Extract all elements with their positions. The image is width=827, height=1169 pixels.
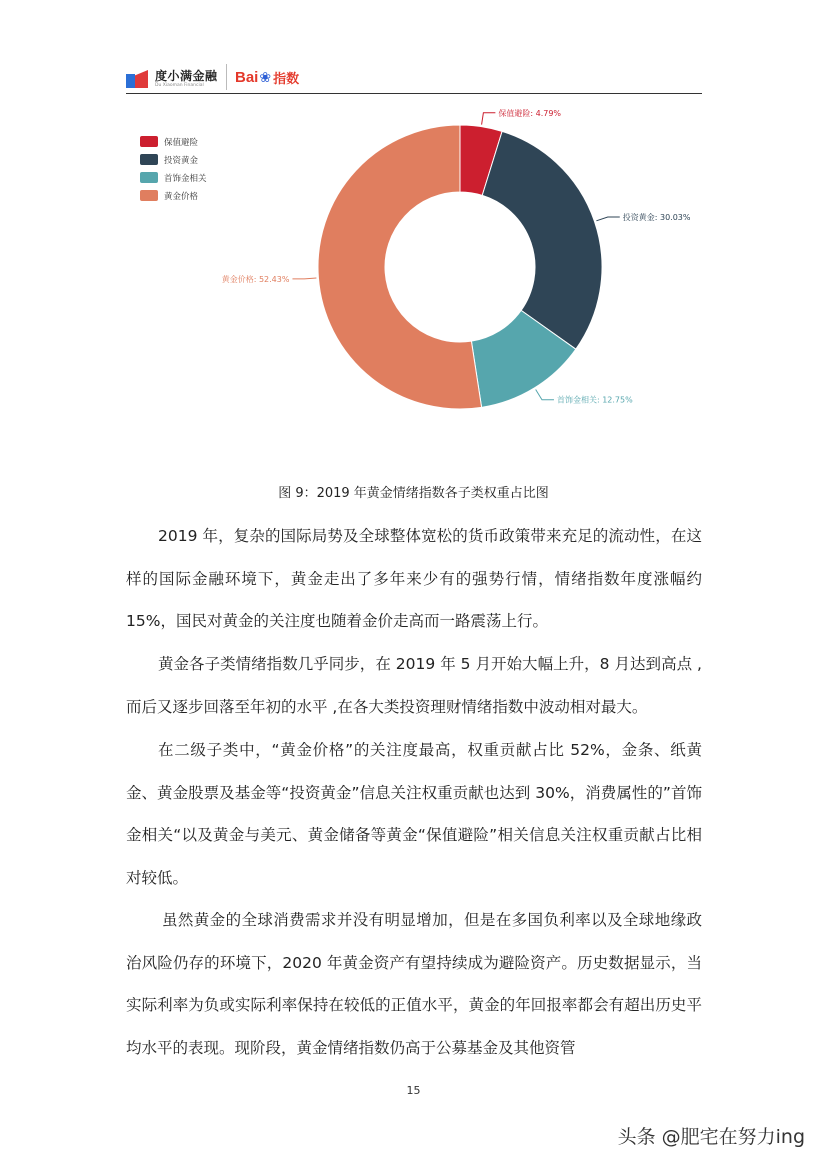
duxiaoman-logo-icon bbox=[126, 70, 150, 88]
body-paragraph: 2019 年，复杂的国际局势及全球整体宽松的货币政策带来充足的流动性，在这样的国际金融环境下，黄金走出了多年来少有的强势行情，情绪指数年度涨幅约 15%，国民对黄金的关注度也随着金价走高而一路震荡上行。 bbox=[126, 527, 702, 630]
legend-swatch-3 bbox=[140, 190, 158, 201]
legend-label-1: 投资黄金 bbox=[164, 156, 199, 166]
legend-swatch-0 bbox=[140, 136, 158, 147]
data-label-1: 投资黄金: 30.03% bbox=[622, 212, 691, 222]
body-paragraph: 黄金各子类情绪指数几乎同步，在 2019 年 5 月开始大幅上升，8 月达到高点 ,而后又逐步回落至年初的水平 ,在各大类投资理财情绪指数中波动相对最大。 bbox=[126, 655, 702, 716]
body-paragraph: 在二级子类中，“黄金价格”的关注度最高，权重贡献占比 52%，金条、纸黄金、黄金股票及基金等“投资黄金”信息关注权重贡献也达到 30%，消费属性的”首饰金相关“以及黄金与美元、黄金储备等黄金“保值避险”相关信息关注权重贡献占比相对较低。 bbox=[126, 741, 702, 887]
baidu-index-logo bbox=[235, 68, 299, 87]
label-line-1 bbox=[596, 217, 619, 221]
donut-chart bbox=[0, 100, 827, 460]
figure-caption: 图 9：2019 年黄金情绪指数各子类权重占比图 bbox=[278, 486, 549, 501]
duxiaoman-logo bbox=[126, 66, 218, 92]
pie-slice-1 bbox=[482, 131, 602, 349]
legend-swatch-2 bbox=[140, 172, 158, 183]
label-line-3 bbox=[292, 278, 316, 279]
logo-en-text: Du Xiaoman Financial bbox=[155, 82, 204, 88]
data-label-0: 保值避险: 4.79% bbox=[498, 108, 562, 118]
data-label-3: 黄金价格: 52.43% bbox=[221, 274, 290, 284]
baidu-paw-icon: ❀ bbox=[259, 69, 272, 86]
legend-label-0: 保值避险 bbox=[164, 138, 199, 148]
logo-cn-text: 度小满金融 bbox=[155, 68, 218, 83]
pie-slice-3 bbox=[318, 125, 482, 409]
data-label-2: 首饰金相关: 12.75% bbox=[556, 395, 633, 405]
header-rule bbox=[126, 93, 702, 94]
label-line-0 bbox=[482, 113, 496, 125]
legend-label-3: 黄金价格 bbox=[164, 192, 199, 202]
baidu-text: Bai bbox=[235, 69, 259, 86]
logo-divider bbox=[226, 64, 227, 90]
watermark: 头条 @肥宅在努力ing bbox=[617, 1126, 805, 1148]
page-header bbox=[126, 62, 702, 94]
legend-swatch-1 bbox=[140, 154, 158, 165]
page-number: 15 bbox=[406, 1084, 421, 1097]
legend-label-2: 首饰金相关 bbox=[164, 174, 207, 184]
label-line-2 bbox=[536, 390, 554, 400]
body-paragraph: 虽然黄金的全球消费需求并没有明显增加，但是在多国负利率以及全球地缘政治风险仍存的环境下，2020 年黄金资产有望持续成为避险资产。历史数据显示，当实际利率为负或实际利率保持在较低的正值水平，黄金的年回报率都会有超出历史平均水平的表现。现阶段，黄金情绪指数仍高于公募基金及其他资管 bbox=[126, 911, 702, 1057]
baidu-suffix: 指数 bbox=[273, 72, 300, 87]
